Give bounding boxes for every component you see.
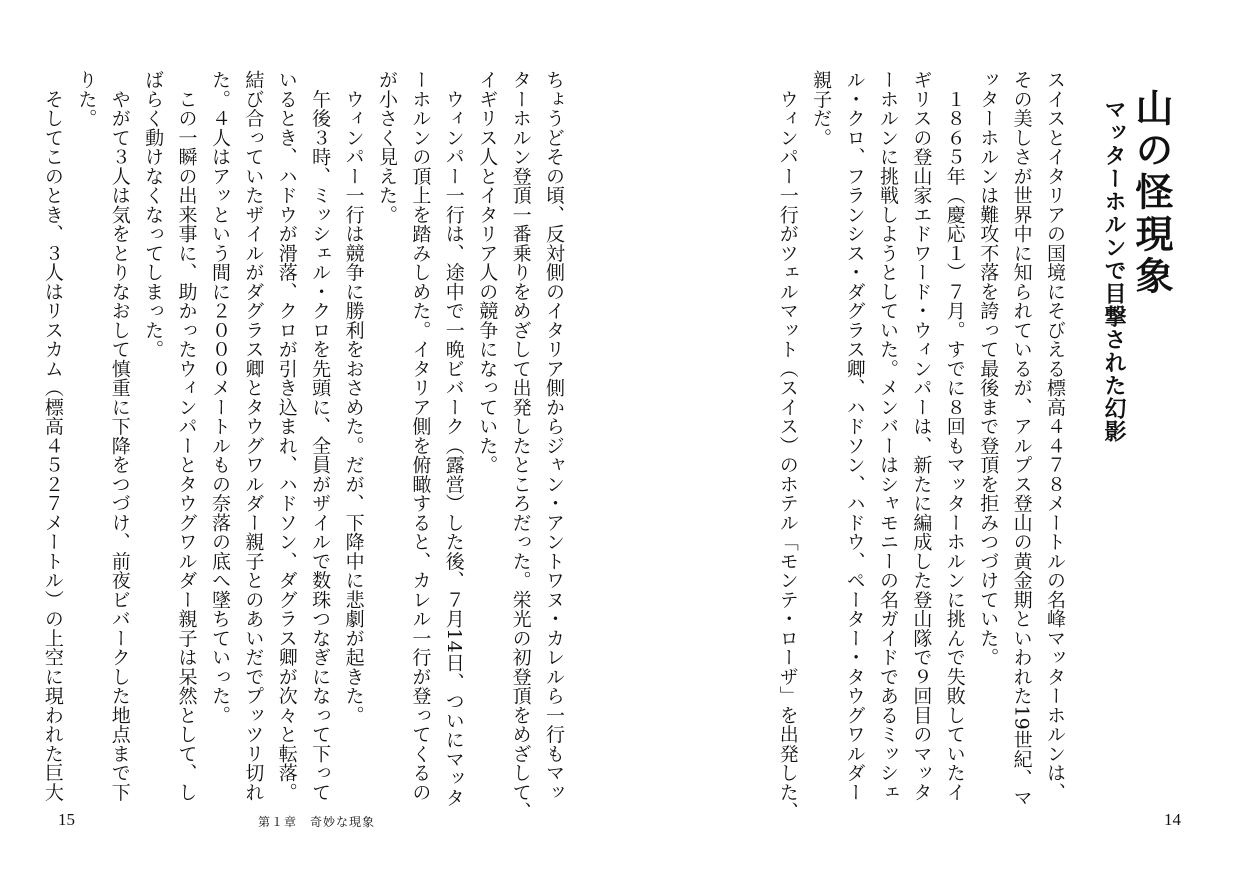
- text-line: ウィンパー一行がツェルマット（スイス）のホテル「モンテ・ローザ」を出発した、: [776, 70, 799, 821]
- text-line: 午後３時、ミッシェル・クロを先頭に、全員がザイルで数珠つなぎになって下って: [309, 70, 332, 802]
- text-line: ル・クロ、フランシス・ダグラス卿、ハドソン、ハドウ、ペーター・タウグワルダー: [843, 70, 866, 802]
- text-line: りた。: [75, 70, 98, 128]
- text-line: そしてこのとき、３人はリスカム（標高４５２７メートル）の上空に現われた巨大: [41, 70, 64, 802]
- left-page: [0, 0, 620, 875]
- text-line: ーホルンの頂上を踏みしめた。イタリア側を俯瞰すると、カレル一行が登ってくるの: [409, 70, 432, 802]
- text-line: ーホルンに挑戦しようとしていた。メンバーはシャモニーの名ガイドであるミッシェ: [876, 70, 899, 802]
- text-line: 結び合っていたザイルがダグラス卿とタウグワルダー親子とのあいだでプッツリ切れ: [242, 70, 265, 802]
- text-line: その美しさが世界中に知られているが、アルプス登山の黄金期といわれた19世紀、マ: [1010, 70, 1033, 807]
- section-heading: マッターホルンで目撃された幻影: [1101, 98, 1126, 443]
- running-header: 第１章 奇妙な現象: [258, 815, 376, 829]
- text-line: た。４人はアッという間に２０００メートルもの奈落の底へ墜ちていった。: [208, 70, 231, 725]
- text-line: ギリスの登山家エドワード・ウィンパーは、新たに編成した登山隊で９回目のマッタ: [910, 70, 933, 802]
- right-page: [620, 0, 1241, 875]
- text-line: ターホルン登頂一番乗りをめざして出発したところだった。栄光の初登頂をめざして、: [509, 70, 532, 821]
- text-line: いるとき、ハドウが滑落、クロが引き込まれ、ハドソン、ダグラス卿が次々と転落。: [275, 70, 298, 802]
- text-line: スイスとイタリアの国境にそびえる標高４４７８メートルの名峰マッターホルンは、: [1044, 70, 1066, 802]
- text-line: ちょうどその頃、反対側のイタリア側からジャン・アントワヌ・カレルら一行もマッ: [543, 70, 565, 802]
- text-line: やがて３人は気をとりなおして慎重に下降をつづけ、前夜ビバークした地点まで下: [108, 70, 131, 802]
- chapter-title: 山の怪現象: [1129, 88, 1173, 298]
- page-number-left: 15: [58, 810, 75, 829]
- right-page-body: [726, 70, 1071, 821]
- text-line: ばらく動けなくなってしまった。: [142, 70, 165, 359]
- text-line: が小さく見えた。: [375, 70, 398, 224]
- text-line: この一瞬の出来事に、助かったウィンパーとタウグワルダー親子は呆然として、し: [175, 70, 198, 802]
- text-line: 親子だ。: [810, 70, 833, 147]
- text-line: イギリス人とイタリア人の競争になっていた。: [476, 70, 499, 475]
- page-number-right: 14: [1164, 810, 1181, 829]
- text-line: ウィンパー一行は、途中で一晩ビバーク（露営）した後、７月14日、ついにマッタ: [442, 70, 465, 807]
- text-line: １８６５年（慶応１）７月。すでに８回もマッターホルンに挑んで失敗していたイ: [943, 70, 966, 802]
- text-line: ッターホルンは難攻不落を誇って最後まで登頂を拒みつづけていた。: [977, 70, 1000, 667]
- text-line: ウィンパー一行は競争に勝利をおさめた。だが、下降中に悲劇が起きた。: [342, 70, 365, 725]
